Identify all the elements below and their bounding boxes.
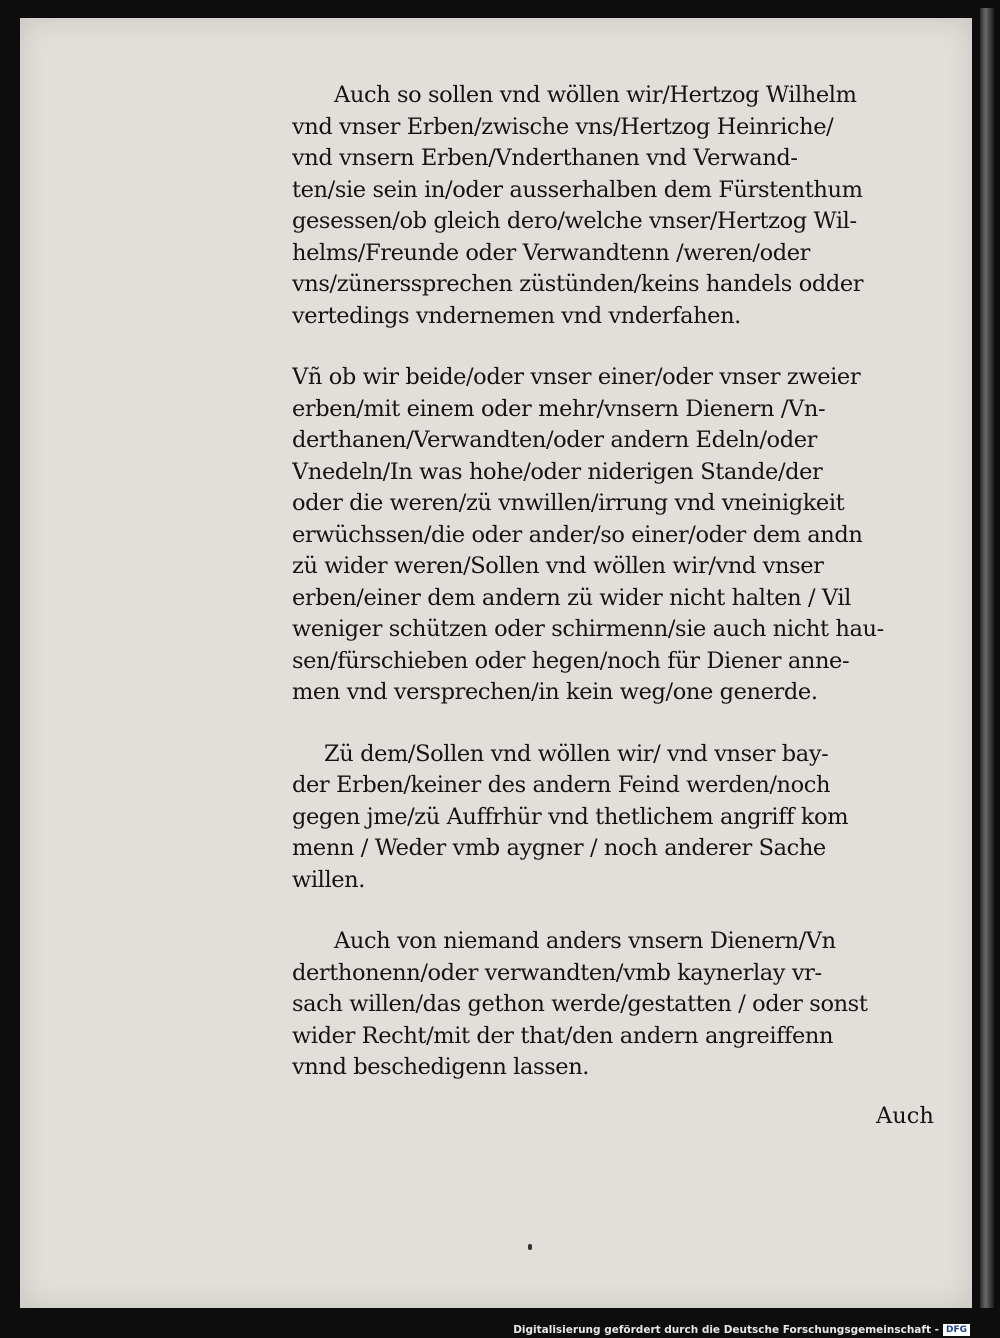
footer-text: Digitalisierung gefördert durch die Deutsche Forschungsgemeinschaft - <box>513 1324 939 1336</box>
text-line: Vñ ob wir beide/oder vnser einer/oder vnser zweier <box>292 364 861 390</box>
text-line: Vnedeln/In was hohe/oder niderigen Stande/der <box>292 458 823 485</box>
paragraph-1 <box>292 80 932 332</box>
text-line: wider Recht/mit der that/den andern angreiffenn <box>292 1022 834 1049</box>
text-line: zü wider weren/Sollen vnd wöllen wir/vnd vnser <box>292 553 824 579</box>
text-line: vnd vnser Erben/zwische vns/Hertzog Heinriche/ <box>292 113 834 140</box>
text-line: sach willen/das gethon werde/gestatten / oder sonst <box>292 991 868 1017</box>
text-line: derthanen/Verwandten/oder andern Edeln/oder <box>292 427 817 453</box>
text-line: derthonenn/oder verwandten/vmb kaynerlay vr- <box>292 959 822 986</box>
text-line: gegen jme/zü Auffrhür vnd thetlichem angriff kom <box>292 803 849 830</box>
footer-credit <box>513 1324 970 1336</box>
dfg-logo: DFG <box>943 1324 970 1336</box>
book-edge <box>980 8 994 1308</box>
text-line: vnnd beschedigenn lassen. <box>292 1054 590 1080</box>
paragraph-3 <box>292 739 932 897</box>
text-line: Zü dem/Sollen vnd wöllen wir/ vnd vnser bay- <box>324 740 829 767</box>
text-line: sen/fürschieben oder hegen/noch für Diener anne- <box>292 647 850 674</box>
text-line: erwüchssen/die oder ander/so einer/oder dem andn <box>292 521 863 548</box>
text-line: Auch so sollen vnd wöllen wir/Hertzog Wilhelm <box>334 82 857 108</box>
ink-mark <box>528 1244 532 1250</box>
text-line: menn / Weder vmb aygner / noch anderer Sache <box>292 835 826 861</box>
text-line: vertedings vndernemen vnd vnderfahen. <box>292 302 741 329</box>
text-line: vnd vnsern Erben/Vnderthanen vnd Verwand- <box>292 145 798 171</box>
text-line: erben/einer dem andern zü wider nicht halten / Vil <box>292 584 851 611</box>
body-text <box>292 80 932 1114</box>
text-line: ten/sie sein in/oder ausserhalben dem Fürstenthum <box>292 176 863 203</box>
text-line: der Erben/keiner des andern Feind werden/noch <box>292 772 831 798</box>
text-line: vns/zünerssprechen züstünden/keins handels odder <box>292 271 864 297</box>
text-line: willen. <box>292 866 366 893</box>
text-line: oder die weren/zü vnwillen/irrung vnd vneinigkeit <box>292 490 845 516</box>
text-line: gesessen/ob gleich dero/welche vnser/Hertzog Wil- <box>292 208 857 234</box>
paragraph-2 <box>292 362 932 709</box>
text-line: weniger schützen oder schirmenn/sie auch nicht hau- <box>292 616 884 642</box>
text-line: Auch von niemand anders vnsern Dienern/Vn <box>334 928 836 954</box>
catchword: Auch <box>876 1103 934 1129</box>
paragraph-4 <box>292 926 932 1084</box>
text-line: erben/mit einem oder mehr/vnsern Dienern /Vn- <box>292 395 826 422</box>
text-line: men vnd versprechen/in kein weg/one generde. <box>292 679 818 705</box>
text-line: helms/Freunde oder Verwandtenn /weren/oder <box>292 239 811 266</box>
